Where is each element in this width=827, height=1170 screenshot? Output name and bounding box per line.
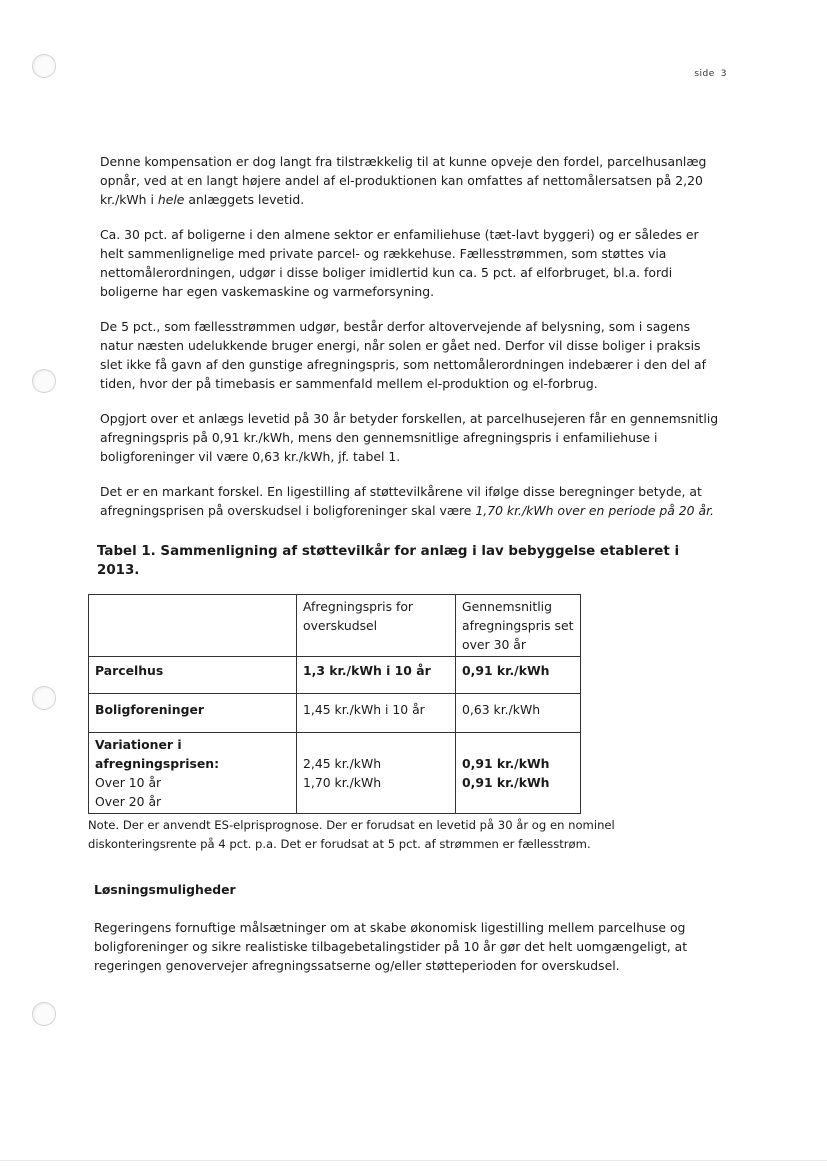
table-cell: 1,45 kr./kWh i 10 år <box>297 694 456 733</box>
paragraph-4: Opgjort over et anlægs levetid på 30 år betyder forskellen, at parcelhusejeren får en gennemsnitlig afregningspris på 0,91 kr./kWh, mens den gennemsnitlige afregningspris i enfamiliehuse i boligforeninger vil være 0,63 kr./kWh, jf. tabel 1. <box>100 411 719 464</box>
table-cell: 0,63 kr./kWh <box>456 694 581 733</box>
variations-label: Variationer i afregningsprisen: <box>95 737 220 771</box>
table-header-empty-cell <box>89 595 297 657</box>
table-cell: 1,3 kr./kWh i 10 år <box>297 657 456 694</box>
paragraph-1-emphasis: hele <box>157 192 185 207</box>
table-row <box>89 733 581 814</box>
variations-sub-label: Over 10 år <box>95 775 162 790</box>
section-paragraph: Regeringens fornuftige målsætninger om at skabe økonomisk ligestilling mellem parcelhuse og boligforeninger og sikre realistiske tilbagebetalingstider på 10 år gør det helt uomgængeligt, at regeringen genovervejer afregningssatserne og/eller støtteperioden for overskudsel. <box>94 920 688 973</box>
page-bottom-divider <box>0 1160 827 1161</box>
row-label: Boligforeninger <box>89 694 297 733</box>
table-row <box>89 694 581 733</box>
punch-hole-1 <box>32 54 56 78</box>
paragraph-3: De 5 pct., som fællesstrømmen udgør, består derfor altovervejende af belysning, som i sagens natur næsten udelukkende bruger energi, når solen er gået ned. Derfor vil disse boliger i praksis slet ikke få gavn af den gunstige afregningspris, som nettomålerordningen indebærer i den del af tiden, hvor der på timebasis er sammenfald mellem el-produktion og el-forbrug. <box>100 319 707 391</box>
table-cell: 0,91 kr./kWh <box>456 657 581 694</box>
table-note: Note. Der er anvendt ES-elprisprognose. Der er forudsat en levetid på 30 år og en nominel diskonteringsrente på 4 pct. p.a. Det er forudsat at 5 pct. af strømmen er fællesstrøm. <box>88 818 615 851</box>
table-header-cell: Gennemsnitlig afregningspris set over 30 år <box>456 595 581 657</box>
table-header-cell: Afregningspris for overskudsel <box>297 595 456 657</box>
page-label: side <box>694 69 715 79</box>
punch-hole-4 <box>32 1002 56 1026</box>
row-label: Parcelhus <box>89 657 297 694</box>
paragraph-5-text: Det er en markant forskel. En ligestilling af støttevilkårene vil ifølge disse beregninger betyde, at afregningsprisen på overskudsel i boligforeninger skal være <box>100 484 702 518</box>
variation-value: 2,45 kr./kWh <box>303 756 382 771</box>
paragraph-5 <box>100 482 725 520</box>
comparison-table <box>88 594 581 814</box>
variation-value: 0,91 kr./kWh <box>462 775 550 790</box>
paragraph-1-text-end: anlæggets levetid. <box>184 192 305 207</box>
table-header-row <box>89 595 581 657</box>
page-number-value: 3 <box>720 69 727 79</box>
table-cell <box>456 733 581 814</box>
punch-hole-3 <box>32 686 56 710</box>
variation-value: 0,91 kr./kWh <box>462 756 550 771</box>
row-label <box>89 733 297 814</box>
paragraph-1 <box>100 152 725 209</box>
page-number <box>688 69 727 79</box>
paragraph-1-text: Denne kompensation er dog langt fra tilstrækkelig til at kunne opveje den fordel, parcelhusanlæg opnår, ved at en langt højere andel af el-produktionen kan omfattes af nettomålersatsen på 2,20 kr./kWh i <box>100 154 707 207</box>
document-body <box>88 152 725 991</box>
variation-value: 1,70 kr./kWh <box>303 775 382 790</box>
section-heading: Løsningsmuligheder <box>94 882 236 897</box>
variations-sub-label: Over 20 år <box>95 794 162 809</box>
table-cell <box>297 733 456 814</box>
paragraph-2: Ca. 30 pct. af boligerne i den almene sektor er enfamiliehuse (tæt-lavt byggeri) og er således er helt sammenlignelige med private parcel- og rækkehuse. Fællesstrømmen, som støttes via nettomålerordningen, udgør i disse boliger imidlertid kun ca. 5 pct. af elforbruget, bl.a. fordi boligerne har egen vaskemaskine og varmeforsyning. <box>100 227 699 299</box>
punch-hole-2 <box>32 369 56 393</box>
paragraph-5-emphasis: 1,70 kr./kWh over en periode på 20 år. <box>475 503 714 518</box>
table-row <box>89 657 581 694</box>
table-title: Tabel 1. Sammenligning af støttevilkår for anlæg i lav bebyggelse etableret i 2013. <box>97 544 680 578</box>
